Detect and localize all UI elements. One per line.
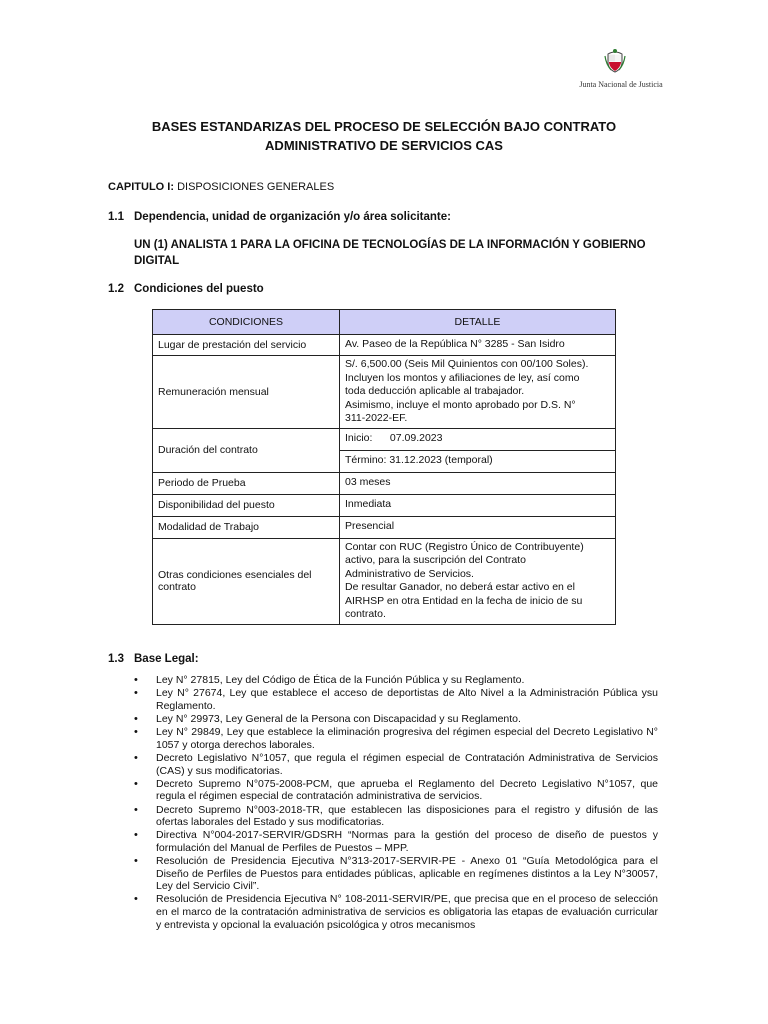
detail-line: contrato. (345, 608, 386, 620)
section-number: 1.1 (108, 211, 124, 223)
row-detail: 03 meses (340, 472, 616, 494)
list-item: • Ley N° 29973, Ley General de la Persona con Discapacidad y su Reglamento. (134, 713, 658, 726)
section-title: Condiciones del puesto (134, 283, 264, 295)
title-line-1: BASES ESTANDARIZAS DEL PROCESO DE SELECCIÓN BAJO CONTRATO (151, 119, 617, 134)
row-label: Lugar de prestación del servicio (153, 335, 340, 356)
table-row (153, 356, 616, 429)
row-detail-end: Término: 31.12.2023 (temporal) (340, 450, 616, 472)
title-line-2: ADMINISTRATIVO DE SERVICIOS CAS (265, 138, 503, 153)
column-header-conditions: CONDICIONES (153, 310, 340, 335)
row-detail: Presencial (340, 516, 616, 538)
detail-line: Asimismo, incluye el monto aprobado por D.S. N° (345, 398, 576, 411)
detail-line: Administrativo de Servicios. (345, 567, 474, 580)
section-title: Base Legal: (134, 653, 199, 665)
institution-name: Junta Nacional de Justicia (579, 80, 663, 89)
table-row (153, 516, 616, 538)
table-row (153, 472, 616, 494)
list-item: • Decreto Legislativo N°1057, que regula el régimen especial de Contratación Administrativa de Servicios (CAS) y sus modificatorias. (134, 752, 658, 777)
list-item: • Decreto Supremo N°075-2008-PCM, que aprueba el Reglamento del Decreto Legislativo N°1057, que regula el régimen especial de contratación administrativa de servicios. (134, 778, 658, 803)
row-detail (340, 538, 616, 624)
chapter-text: DISPOSICIONES GENERALES (177, 181, 335, 193)
list-item: • Ley N° 27815, Ley del Código de Ética de la Función Pública y su Reglamento. (134, 674, 658, 687)
legal-basis-list (134, 674, 658, 932)
label-line: contrato (158, 581, 196, 593)
row-label: Remuneración mensual (153, 356, 340, 429)
institution-logo (560, 48, 670, 89)
row-detail (340, 356, 616, 429)
table-row (153, 538, 616, 624)
conditions-table (152, 309, 616, 625)
section-number: 1.2 (108, 283, 124, 295)
dependency-value: UN (1) ANALISTA 1 PARA LA OFICINA DE TECNOLOGÍAS DE LA INFORMACIÓN Y GOBIERNO DIGITAL (134, 239, 646, 267)
table-row (153, 335, 616, 356)
row-label (153, 538, 340, 624)
list-item: • Ley N° 27674, Ley que establece el acceso de deportistas de Alto Nivel a la Administración Pública ysu Reglamento. (134, 687, 658, 712)
list-item: • Decreto Supremo N°003-2018-TR, que establecen las disposiciones para el registro y difusión de las ofertas laborales del Estado y sus modificatorias. (134, 804, 658, 829)
chapter-label: CAPITULO I: (108, 181, 174, 193)
detail-line: toda deducción aplicable al trabajador. (345, 385, 525, 397)
detail-line: activo, para la suscripción del Contrato (345, 554, 526, 566)
row-detail-start: Inicio: 07.09.2023 (340, 428, 616, 450)
detail-line: De resultar Ganador, no deberá estar activo en el (345, 581, 575, 593)
section-1-2-heading (108, 283, 264, 295)
detail-line: Incluyen los montos y afiliaciones de ley, así como (345, 371, 580, 384)
row-label: Duración del contrato (153, 428, 340, 472)
row-label: Modalidad de Trabajo (153, 516, 340, 538)
column-header-detail: DETALLE (340, 310, 616, 335)
chapter-heading (108, 181, 334, 193)
list-item: • Resolución de Presidencia Ejecutiva N° 108-2011-SERVIR/PE, que precisa que en el proceso de selección en el marco de la contratación administrativa de servicios es obligatoria las etapas de evaluación curricular y entrevista y opcional la evaluación psicológica y otros mecanismos (134, 893, 658, 931)
row-label: Periodo de Prueba (153, 472, 340, 494)
list-item: • Ley N° 29849, Ley que establece la eliminación progresiva del régimen especial del Decreto Legislativo N° 1057 y otorga derechos laborales. (134, 726, 658, 751)
section-number: 1.3 (108, 653, 124, 665)
row-detail: Av. Paseo de la República N° 3285 - San Isidro (340, 335, 616, 356)
document-title (100, 117, 668, 155)
detail-line: AIRHSP en otra Entidad en la fecha de inicio de su (345, 594, 583, 607)
table-header-row (153, 310, 616, 335)
section-1-3-heading (108, 653, 199, 665)
row-label: Disponibilidad del puesto (153, 494, 340, 516)
label-line: Otras condiciones esenciales del (158, 569, 312, 581)
table-row (153, 428, 616, 450)
table-row (153, 494, 616, 516)
coat-of-arms-icon (604, 48, 626, 74)
detail-line: 311-2022-EF. (345, 412, 408, 424)
detail-line: S/. 6,500.00 (Seis Mil Quinientos con 00/100 Soles). (345, 358, 589, 370)
list-item: • Directiva N°004-2017-SERVIR/GDSRH “Normas para la gestión del proceso de diseño de puestos y formulación del Manual de Perfiles de Puestos – MPP. (134, 829, 658, 854)
section-title: Dependencia, unidad de organización y/o área solicitante: (134, 211, 451, 223)
row-detail: Inmediata (340, 494, 616, 516)
list-item: • Resolución de Presidencia Ejecutiva N°313-2017-SERVIR-PE - Anexo 01 “Guía Metodológica para el Diseño de Perfiles de Puestos para entidades públicas, aplicable en regímenes distintos a la Ley N°30057, Ley del Servicio Civil”. (134, 855, 658, 893)
section-1-1-heading (108, 211, 451, 223)
detail-line: Contar con RUC (Registro Único de Contribuyente) (345, 540, 584, 553)
